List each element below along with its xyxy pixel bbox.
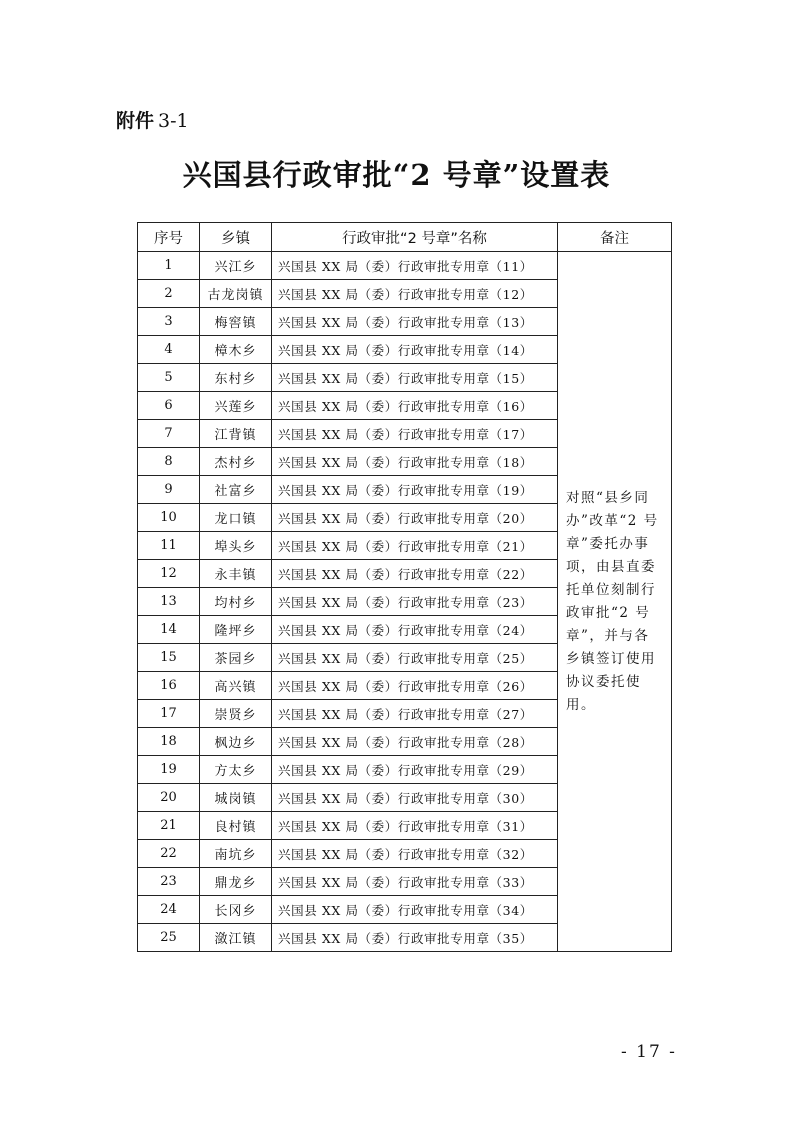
table-row xyxy=(138,252,672,280)
row-seq-cell: 4 xyxy=(138,336,200,364)
row-seal-name-cell: 兴国县 XX 局（委）行政审批专用章（23） xyxy=(272,588,558,616)
row-seq-cell: 17 xyxy=(138,700,200,728)
row-seal-name-cell: 兴国县 XX 局（委）行政审批专用章（28） xyxy=(272,728,558,756)
row-seal-name-cell: 兴国县 XX 局（委）行政审批专用章（33） xyxy=(272,868,558,896)
row-town-cell: 杰村乡 xyxy=(200,448,272,476)
row-seq-cell: 6 xyxy=(138,392,200,420)
row-seal-name-cell: 兴国县 XX 局（委）行政审批专用章（20） xyxy=(272,504,558,532)
row-town-cell: 鼎龙乡 xyxy=(200,868,272,896)
row-seq-cell: 21 xyxy=(138,812,200,840)
row-seal-name-cell: 兴国县 XX 局（委）行政审批专用章（25） xyxy=(272,644,558,672)
row-town-cell: 社富乡 xyxy=(200,476,272,504)
row-seal-name-cell: 兴国县 XX 局（委）行政审批专用章（18） xyxy=(272,448,558,476)
row-seq-cell: 10 xyxy=(138,504,200,532)
row-town-cell: 兴莲乡 xyxy=(200,392,272,420)
row-seq-cell: 7 xyxy=(138,420,200,448)
header-seq: 序号 xyxy=(138,223,200,252)
attachment-word: 附件 xyxy=(116,110,155,132)
row-seal-name-cell: 兴国县 XX 局（委）行政审批专用章（32） xyxy=(272,840,558,868)
row-seq-cell: 15 xyxy=(138,644,200,672)
row-town-cell: 兴江乡 xyxy=(200,252,272,280)
page-title: 兴国县行政审批“2 号章”设置表 xyxy=(182,158,611,192)
row-seal-name-cell: 兴国县 XX 局（委）行政审批专用章（22） xyxy=(272,560,558,588)
row-seal-name-cell: 兴国县 XX 局（委）行政审批专用章（24） xyxy=(272,616,558,644)
row-town-cell: 均村乡 xyxy=(200,588,272,616)
row-seal-name-cell: 兴国县 XX 局（委）行政审批专用章（14） xyxy=(272,336,558,364)
row-town-cell: 古龙岗镇 xyxy=(200,280,272,308)
row-seq-cell: 19 xyxy=(138,756,200,784)
row-town-cell: 崇贤乡 xyxy=(200,700,272,728)
row-seq-cell: 8 xyxy=(138,448,200,476)
row-town-cell: 高兴镇 xyxy=(200,672,272,700)
row-seq-cell: 1 xyxy=(138,252,200,280)
row-seal-name-cell: 兴国县 XX 局（委）行政审批专用章（11） xyxy=(272,252,558,280)
row-seq-cell: 25 xyxy=(138,924,200,952)
header-remark: 备注 xyxy=(558,223,672,252)
row-seal-name-cell: 兴国县 XX 局（委）行政审批专用章（19） xyxy=(272,476,558,504)
row-seal-name-cell: 兴国县 XX 局（委）行政审批专用章（29） xyxy=(272,756,558,784)
row-seal-name-cell: 兴国县 XX 局（委）行政审批专用章（21） xyxy=(272,532,558,560)
row-town-cell: 长冈乡 xyxy=(200,896,272,924)
row-town-cell: 隆坪乡 xyxy=(200,616,272,644)
row-seal-name-cell: 兴国县 XX 局（委）行政审批专用章（15） xyxy=(272,364,558,392)
row-seq-cell: 9 xyxy=(138,476,200,504)
row-seq-cell: 24 xyxy=(138,896,200,924)
row-seal-name-cell: 兴国县 XX 局（委）行政审批专用章（12） xyxy=(272,280,558,308)
row-seal-name-cell: 兴国县 XX 局（委）行政审批专用章（13） xyxy=(272,308,558,336)
remark-cell: 对照“县乡同办”改革“2 号章”委托办事项，由县直委托单位刻制行政审批“2 号章”，并与各乡镇签订使用协议委托使用。 xyxy=(558,252,672,952)
row-seal-name-cell: 兴国县 XX 局（委）行政审批专用章（27） xyxy=(272,700,558,728)
row-seal-name-cell: 兴国县 XX 局（委）行政审批专用章（35） xyxy=(272,924,558,952)
row-seal-name-cell: 兴国县 XX 局（委）行政审批专用章（30） xyxy=(272,784,558,812)
table-body xyxy=(138,252,672,952)
header-name: 行政审批“2 号章”名称 xyxy=(272,223,558,252)
row-seq-cell: 12 xyxy=(138,560,200,588)
row-town-cell: 枫边乡 xyxy=(200,728,272,756)
row-town-cell: 东村乡 xyxy=(200,364,272,392)
row-town-cell: 永丰镇 xyxy=(200,560,272,588)
row-seq-cell: 23 xyxy=(138,868,200,896)
row-town-cell: 良村镇 xyxy=(200,812,272,840)
row-town-cell: 龙口镇 xyxy=(200,504,272,532)
row-seal-name-cell: 兴国县 XX 局（委）行政审批专用章（16） xyxy=(272,392,558,420)
row-seq-cell: 5 xyxy=(138,364,200,392)
row-town-cell: 埠头乡 xyxy=(200,532,272,560)
row-town-cell: 樟木乡 xyxy=(200,336,272,364)
row-seal-name-cell: 兴国县 XX 局（委）行政审批专用章（26） xyxy=(272,672,558,700)
header-town: 乡镇 xyxy=(200,223,272,252)
row-town-cell: 南坑乡 xyxy=(200,840,272,868)
page-number: - 17 - xyxy=(621,1042,677,1062)
row-town-cell: 城岗镇 xyxy=(200,784,272,812)
row-town-cell: 茶园乡 xyxy=(200,644,272,672)
row-seq-cell: 20 xyxy=(138,784,200,812)
row-town-cell: 潋江镇 xyxy=(200,924,272,952)
row-seq-cell: 16 xyxy=(138,672,200,700)
row-town-cell: 梅窖镇 xyxy=(200,308,272,336)
row-town-cell: 江背镇 xyxy=(200,420,272,448)
row-seq-cell: 3 xyxy=(138,308,200,336)
table-header-row xyxy=(138,223,672,252)
seal-settings-table xyxy=(137,222,672,952)
row-seq-cell: 14 xyxy=(138,616,200,644)
row-seq-cell: 13 xyxy=(138,588,200,616)
row-seal-name-cell: 兴国县 XX 局（委）行政审批专用章（17） xyxy=(272,420,558,448)
row-seq-cell: 11 xyxy=(138,532,200,560)
row-seal-name-cell: 兴国县 XX 局（委）行政审批专用章（31） xyxy=(272,812,558,840)
row-seq-cell: 2 xyxy=(138,280,200,308)
attachment-number: 3-1 xyxy=(158,110,189,132)
row-seq-cell: 22 xyxy=(138,840,200,868)
row-seq-cell: 18 xyxy=(138,728,200,756)
row-seal-name-cell: 兴国县 XX 局（委）行政审批专用章（34） xyxy=(272,896,558,924)
row-town-cell: 方太乡 xyxy=(200,756,272,784)
attachment-label xyxy=(116,106,189,133)
